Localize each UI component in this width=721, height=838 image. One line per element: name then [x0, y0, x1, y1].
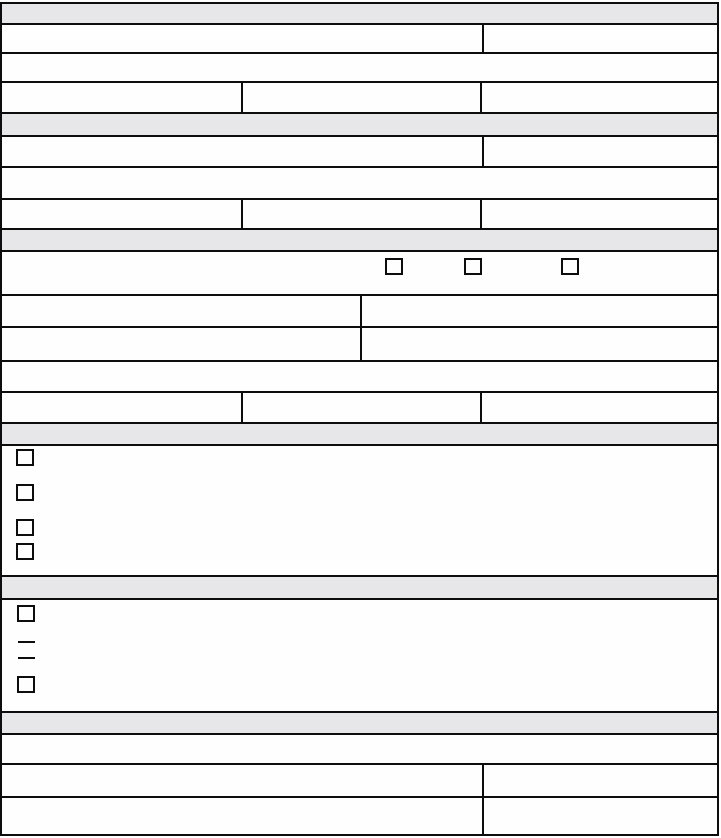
s1-field-1[interactable] [2, 25, 482, 52]
s3-field-3[interactable] [2, 328, 360, 360]
section-3-row-3 [0, 326, 719, 362]
s3-checkbox-2[interactable] [464, 258, 482, 275]
section-3-header-label [2, 230, 717, 250]
s2-field-5[interactable] [241, 200, 480, 228]
s2-field-1[interactable] [2, 137, 482, 166]
section-6-row-3 [0, 796, 719, 836]
section-1-header-label [2, 4, 717, 23]
s3-checkbox-3[interactable] [561, 258, 579, 275]
s1-field-4[interactable] [2, 83, 241, 112]
s1-field-6[interactable] [480, 83, 717, 112]
section-3-row-4 [0, 360, 719, 393]
section-6-row-1 [0, 733, 719, 765]
section-2-row-3 [0, 198, 719, 230]
section-6-header-bar [0, 711, 719, 735]
s3-field-2[interactable] [360, 296, 717, 326]
s4-checkbox-1[interactable] [16, 449, 34, 466]
section-4-header-label [2, 424, 717, 444]
s4-checkbox-2[interactable] [16, 484, 34, 501]
section-4-header-bar [0, 422, 719, 446]
s5-fill-in-blank-2[interactable] [18, 657, 35, 659]
s5-checkbox-1[interactable] [17, 605, 35, 622]
s2-field-2[interactable] [482, 137, 717, 166]
section-6-row-2 [0, 763, 719, 798]
s3-checkbox-row-text [2, 252, 717, 294]
s1-field-5[interactable] [241, 83, 480, 112]
section-6-header-label [2, 713, 717, 733]
s3-field-4[interactable] [360, 328, 717, 360]
s6-field-5[interactable] [482, 798, 717, 834]
s6-field-4[interactable] [2, 798, 482, 834]
section-5-header-label [2, 577, 717, 598]
s4-checkbox-3[interactable] [16, 519, 34, 536]
s2-field-6[interactable] [480, 200, 717, 228]
s3-checkbox-1[interactable] [385, 258, 403, 275]
section-2-row-2 [0, 166, 719, 200]
section-2-header-label [2, 114, 717, 135]
section-3-checkbox-row [0, 250, 719, 296]
section-3-header-bar [0, 228, 719, 252]
section-1-row-2 [0, 52, 719, 83]
s1-field-2[interactable] [482, 25, 717, 52]
section-1-header-bar [0, 2, 719, 25]
s4-checklist-text [2, 446, 717, 575]
s5-area-text [2, 600, 717, 711]
section-2-header-bar [0, 112, 719, 137]
section-1-row-3 [0, 81, 719, 114]
s6-field-3[interactable] [482, 765, 717, 796]
section-1-row-1 [0, 23, 719, 54]
s4-checkbox-4[interactable] [16, 543, 34, 560]
s3-field-7[interactable] [241, 393, 480, 422]
s3-field-8[interactable] [480, 393, 717, 422]
s3-field-5[interactable] [2, 362, 717, 391]
s6-field-1[interactable] [2, 735, 717, 763]
s2-field-4[interactable] [2, 200, 241, 228]
section-3-row-5 [0, 391, 719, 424]
section-4-checklist-area [0, 444, 719, 577]
section-5-area [0, 598, 719, 713]
s3-field-1[interactable] [2, 296, 360, 326]
s5-fill-in-blank-1[interactable] [18, 641, 35, 643]
section-2-row-1 [0, 135, 719, 168]
s2-field-3[interactable] [2, 168, 717, 198]
s1-field-3[interactable] [2, 54, 717, 81]
section-3-row-2 [0, 294, 719, 328]
s3-field-6[interactable] [2, 393, 241, 422]
s5-checkbox-2[interactable] [17, 676, 35, 693]
section-5-header-bar [0, 575, 719, 600]
s6-field-2[interactable] [2, 765, 482, 796]
